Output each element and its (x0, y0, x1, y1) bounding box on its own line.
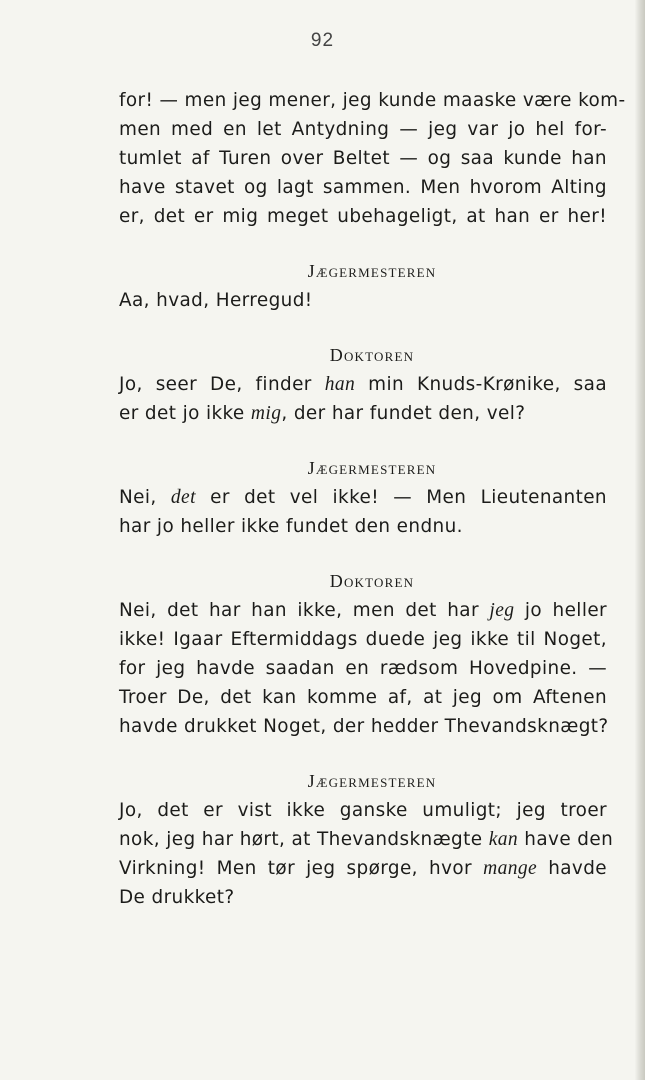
speech-line (119, 796, 607, 825)
emphasized-text: han (324, 374, 356, 395)
text-line: tumlet af Turen over Beltet — og saa kunde han (119, 148, 607, 169)
text-segment: har jo heller ikke fundet den endnu. (119, 516, 463, 537)
speech-line (119, 512, 607, 541)
speech (119, 596, 607, 741)
text-segment: er det jo ikke (119, 403, 251, 424)
text-segment: min Knuds-Krønike, saa (355, 374, 607, 395)
text-segment: Jo, det er vist ikke ganske umuligt; jeg troer (119, 800, 607, 821)
speech (119, 796, 614, 912)
dialogue (119, 257, 614, 912)
text-segment: jo heller (514, 600, 607, 621)
text-line: have stavet og lagt sammen. Men hvorom Alting (119, 177, 607, 198)
text-segment: Nei, det har han ikke, men det har (119, 600, 490, 621)
text-segment: er det vel ikke! — Men Lieutenanten (195, 487, 607, 508)
text-segment: Nei, (119, 487, 171, 508)
speech-line (119, 286, 607, 315)
text-segment: Jo, seer De, finder (119, 374, 325, 395)
speaker-name: Jægermesteren (307, 771, 437, 791)
text-segment: havde drukket Noget, der hedder Thevandsknægt? (119, 716, 609, 737)
speech-line (119, 683, 607, 712)
speech-line (119, 883, 607, 912)
text-line: men med en let Antydning — jeg var jo hel for- (119, 119, 607, 140)
text-block (119, 86, 626, 912)
emphasized-text: mig (250, 403, 282, 424)
speech-line (119, 712, 607, 741)
text-segment: Aa, hvad, Herregud! (119, 290, 313, 311)
speech-line (119, 399, 607, 428)
emphasized-text: jeg (489, 600, 515, 621)
speech (119, 483, 607, 541)
text-segment: Virkning! Men tør jeg spørge, hvor (119, 858, 484, 879)
speaker-name: Jægermesteren (307, 261, 437, 281)
speech-line (119, 825, 614, 854)
text-segment: De drukket? (119, 887, 235, 908)
speech-line (119, 596, 607, 625)
speech-line (119, 854, 607, 883)
emphasized-text: mange (483, 858, 538, 879)
speech-line (119, 370, 607, 399)
speech-line (119, 654, 607, 683)
emphasized-text: det (170, 487, 196, 508)
emphasized-text: kan (488, 829, 519, 850)
text-segment: for jeg havde saadan en rædsom Hovedpine. — (119, 658, 607, 679)
text-segment: have den (518, 829, 614, 850)
speech (119, 286, 607, 315)
speaker-name: Doktoren (329, 571, 415, 591)
speaker-name: Doktoren (329, 345, 415, 365)
speech (119, 370, 607, 428)
text-segment: , der har fundet den, vel? (281, 403, 526, 424)
page-number: 92 (310, 30, 335, 51)
text-segment: Troer De, det kan komme af, at jeg om Aftenen (119, 687, 607, 708)
text-line: er, det er mig meget ubehageligt, at han er her! (119, 206, 607, 227)
speaker-name: Jægermesteren (307, 458, 437, 478)
speech-line (119, 483, 607, 512)
text-segment: ikke! Igaar Eftermiddags duede jeg ikke til Noget, (119, 629, 607, 650)
speech-line (119, 625, 607, 654)
opening-paragraph (119, 86, 626, 231)
page-edge (635, 0, 645, 1080)
text-segment: nok, jeg har hørt, at Thevandsknægte (119, 829, 489, 850)
text-line: for! — men jeg mener, jeg kunde maaske være kom- (119, 90, 626, 111)
text-segment: havde (537, 858, 607, 879)
